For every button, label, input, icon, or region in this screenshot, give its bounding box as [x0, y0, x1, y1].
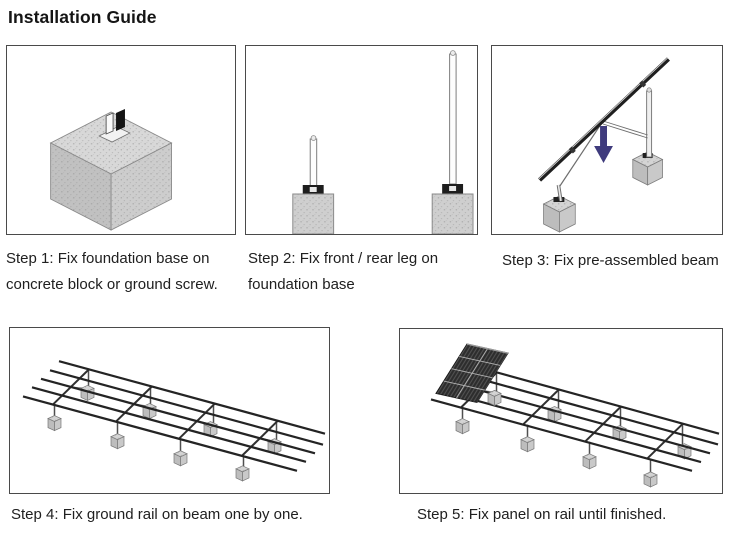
step5-panel [399, 328, 723, 494]
step3-caption: Step 3: Fix pre-assembled beam [502, 252, 719, 269]
down-arrow-icon [594, 126, 613, 163]
step2-caption: Step 2: Fix front / rear leg on foundation base [248, 250, 439, 293]
page-title: Installation Guide [8, 7, 157, 27]
rear-leg-assembly [432, 51, 473, 234]
step4-caption: Step 4: Fix ground rail on beam one by one. [11, 506, 303, 523]
step5-illustration panels-on-frame-icon [400, 329, 722, 493]
step2-illustration legs-on-bases-icon [246, 46, 477, 234]
step5-caption: Step 5: Fix panel on rail until finished. [417, 506, 667, 523]
step1-caption: Step 1: Fix foundation base on concrete block or ground screw. [6, 250, 218, 293]
step4-panel [9, 327, 330, 494]
foundation-block-front-of-panel [488, 390, 501, 405]
rear-leg [647, 88, 652, 157]
front-leg [558, 185, 560, 201]
front-leg-assembly [293, 136, 334, 234]
front-foundation-block [544, 196, 576, 232]
step1-panel [6, 45, 236, 235]
step1-illustration foundation-base-icon [7, 46, 235, 234]
foundation-blocks [48, 385, 281, 481]
step3-illustration beam-assembly-icon [492, 46, 722, 234]
step4-illustration rail-frame-icon [10, 328, 329, 493]
step3-panel [491, 45, 723, 235]
foundation-blocks [456, 406, 691, 486]
step2-panel [245, 45, 478, 235]
